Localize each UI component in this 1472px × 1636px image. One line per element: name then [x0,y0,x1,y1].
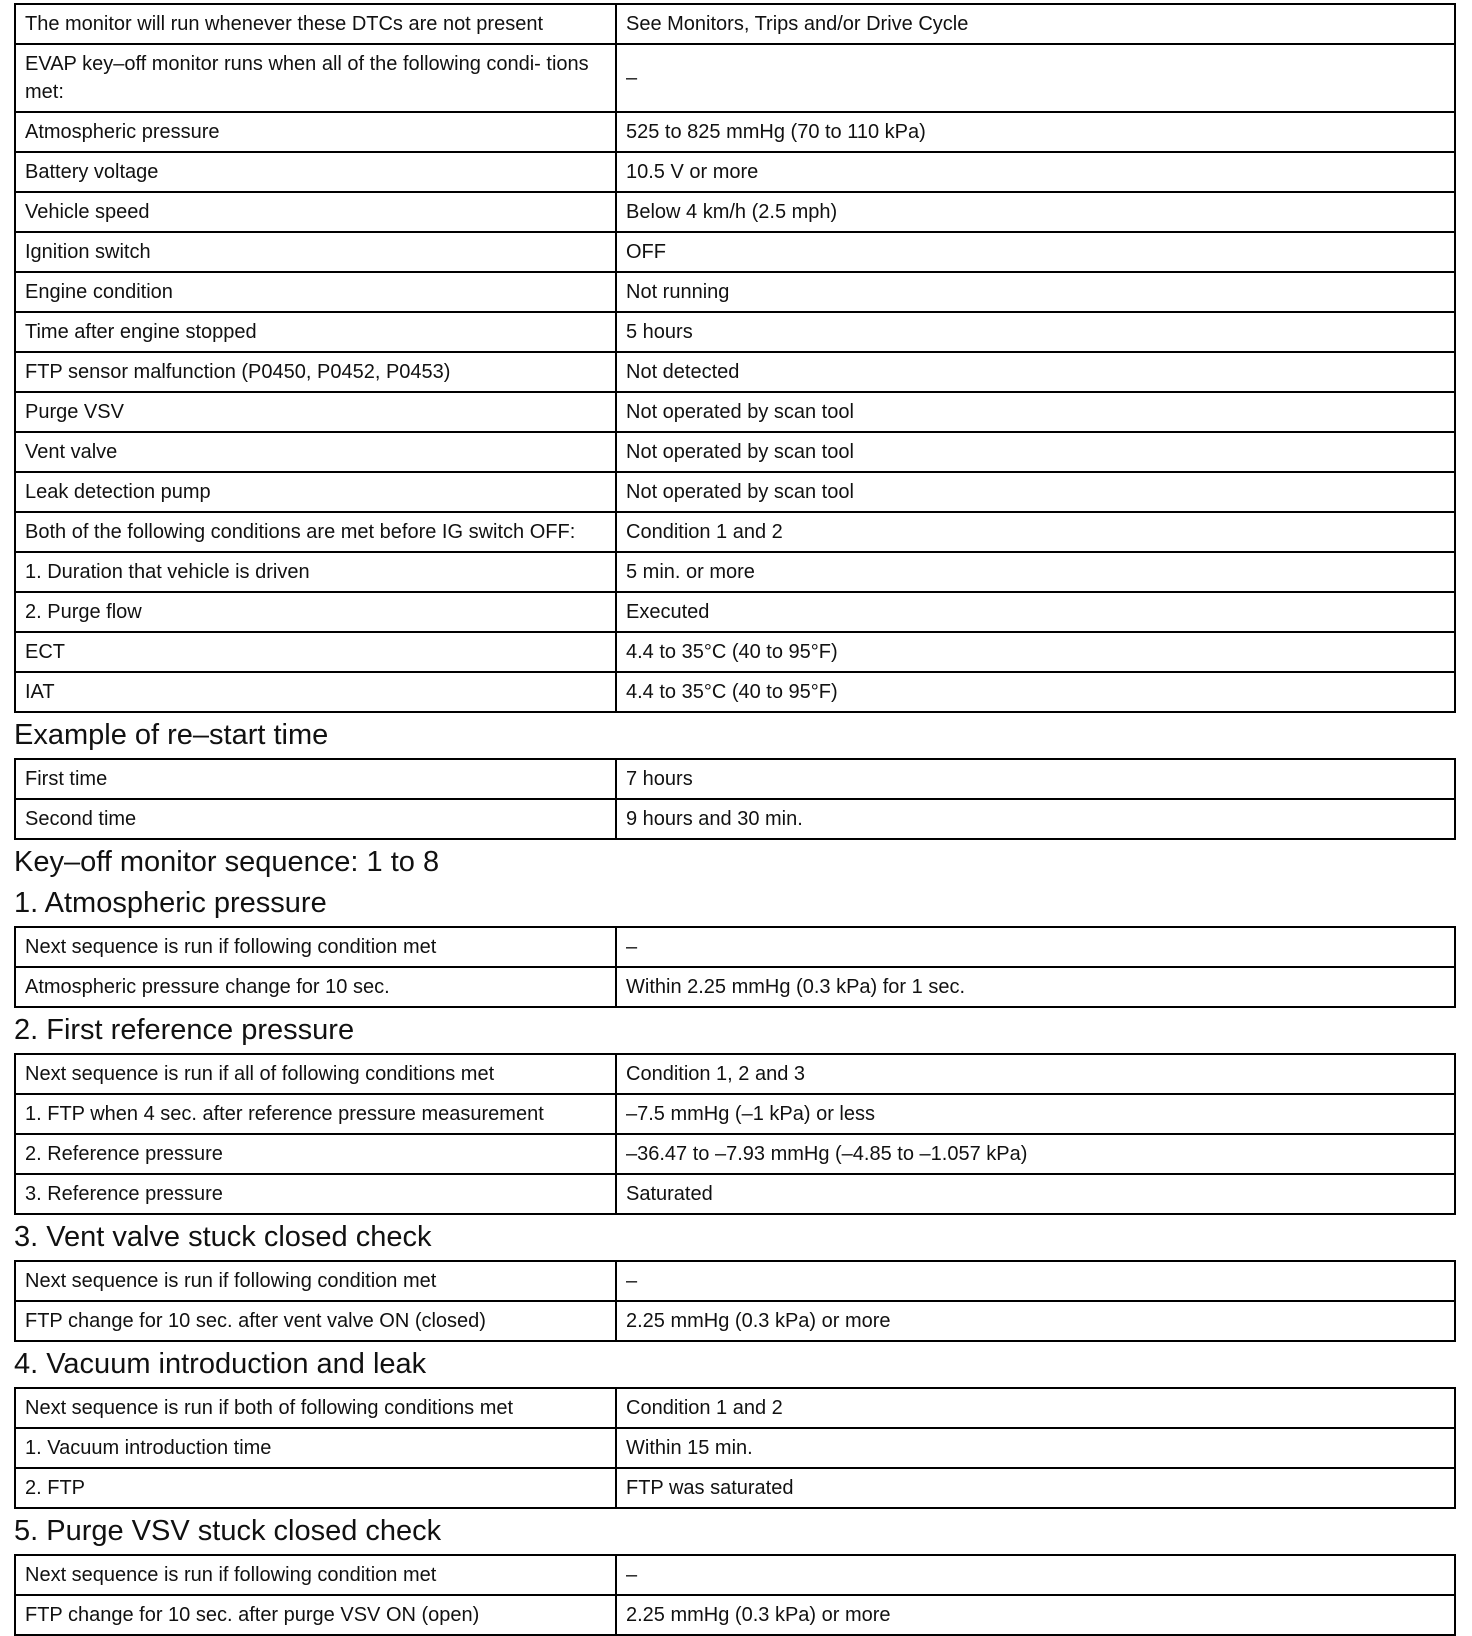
table-row [15,552,1455,592]
table-row [15,312,1455,352]
row-value: FTP was saturated [616,1468,1455,1508]
seq2-heading: 2. First reference pressure [14,1014,355,1046]
row-value: 5 min. or more [616,552,1455,592]
row-label: FTP change for 10 sec. after vent valve ON (closed) [15,1301,616,1341]
row-value: Not operated by scan tool [616,472,1455,512]
row-label: FTP sensor malfunction (P0450, P0452, P0453) [15,352,616,392]
row-label: 3. Reference pressure [15,1174,616,1214]
row-value: 9 hours and 30 min. [616,799,1455,839]
row-label: The monitor will run whenever these DTCs are not present [15,4,616,44]
table-row [15,392,1455,432]
row-value: Condition 1 and 2 [616,1388,1455,1428]
table-row [15,592,1455,632]
row-label: 2. Purge flow [15,592,616,632]
table-row [15,432,1455,472]
table-row [15,1134,1455,1174]
table-row [15,472,1455,512]
seq1-table [14,926,1456,1008]
table-row [15,1261,1455,1301]
table-row [15,44,1455,112]
table-row [15,1595,1455,1635]
table-row [15,232,1455,272]
table-row [15,272,1455,312]
row-value: OFF [616,232,1455,272]
row-value: –7.5 mmHg (–1 kPa) or less [616,1094,1455,1134]
seq2-table [14,1053,1456,1215]
row-value: See Monitors, Trips and/or Drive Cycle [616,4,1455,44]
seq5-table [14,1554,1456,1636]
table-row [15,1301,1455,1341]
table-row [15,927,1455,967]
row-value: Saturated [616,1174,1455,1214]
document-page [14,3,1458,1636]
table-row [15,112,1455,152]
row-value: 2.25 mmHg (0.3 kPa) or more [616,1595,1455,1635]
seq4-table [14,1387,1456,1509]
row-label: Battery voltage [15,152,616,192]
seq3-heading: 3. Vent valve stuck closed check [14,1221,432,1253]
table-row [15,672,1455,712]
row-value: Condition 1, 2 and 3 [616,1054,1455,1094]
row-value: Below 4 km/h (2.5 mph) [616,192,1455,232]
row-label: Ignition switch [15,232,616,272]
row-value: Not detected [616,352,1455,392]
row-label: ECT [15,632,616,672]
table-row [15,1174,1455,1214]
row-label: Next sequence is run if following condition met [15,1555,616,1595]
row-label: Vehicle speed [15,192,616,232]
table-row [15,1555,1455,1595]
row-value: Not operated by scan tool [616,432,1455,472]
row-label: Time after engine stopped [15,312,616,352]
row-label: Both of the following conditions are met before IG switch OFF: [15,512,616,552]
row-label: First time [15,759,616,799]
row-value: Not running [616,272,1455,312]
conditions-table [14,3,1456,713]
table-row [15,352,1455,392]
row-value: – [616,44,1455,112]
row-label: 1. Vacuum introduction time [15,1428,616,1468]
table-row [15,1388,1455,1428]
table-row [15,1428,1455,1468]
restart-table [14,758,1456,840]
table-row [15,1054,1455,1094]
row-label: FTP change for 10 sec. after purge VSV ON (open) [15,1595,616,1635]
row-label: Next sequence is run if following condition met [15,927,616,967]
row-value: Executed [616,592,1455,632]
row-label: 2. FTP [15,1468,616,1508]
row-label: 1. Duration that vehicle is driven [15,552,616,592]
row-value: Condition 1 and 2 [616,512,1455,552]
row-value: 525 to 825 mmHg (70 to 110 kPa) [616,112,1455,152]
sequence-heading: Key–off monitor sequence: 1 to 8 [14,846,440,878]
table-row [15,4,1455,44]
row-label: EVAP key–off monitor runs when all of the following condi- tions met: [15,44,616,112]
row-value: Not operated by scan tool [616,392,1455,432]
seq4-heading: 4. Vacuum introduction and leak [14,1348,427,1380]
row-value: – [616,1261,1455,1301]
seq5-heading: 5. Purge VSV stuck closed check [14,1515,442,1547]
table-row [15,799,1455,839]
table-row [15,1468,1455,1508]
row-value: –36.47 to –7.93 mmHg (–4.85 to –1.057 kPa) [616,1134,1455,1174]
row-label: Next sequence is run if following condition met [15,1261,616,1301]
table-row [15,1094,1455,1134]
row-label: Engine condition [15,272,616,312]
row-label: Leak detection pump [15,472,616,512]
table-row [15,152,1455,192]
row-value: 4.4 to 35°C (40 to 95°F) [616,672,1455,712]
table-row [15,967,1455,1007]
table-row [15,192,1455,232]
row-label: Vent valve [15,432,616,472]
row-value: Within 2.25 mmHg (0.3 kPa) for 1 sec. [616,967,1455,1007]
row-label: 2. Reference pressure [15,1134,616,1174]
table-row [15,759,1455,799]
row-value: 2.25 mmHg (0.3 kPa) or more [616,1301,1455,1341]
row-label: IAT [15,672,616,712]
row-label: Next sequence is run if both of following conditions met [15,1388,616,1428]
row-label: Atmospheric pressure [15,112,616,152]
row-label: Second time [15,799,616,839]
row-value: 7 hours [616,759,1455,799]
row-value: – [616,1555,1455,1595]
seq1-heading: 1. Atmospheric pressure [14,887,327,919]
row-value: 10.5 V or more [616,152,1455,192]
table-row [15,512,1455,552]
restart-heading: Example of re–start time [14,719,329,751]
seq3-table [14,1260,1456,1342]
row-value: – [616,927,1455,967]
row-label: Next sequence is run if all of following conditions met [15,1054,616,1094]
row-value: 5 hours [616,312,1455,352]
row-label: 1. FTP when 4 sec. after reference pressure measurement [15,1094,616,1134]
table-row [15,632,1455,672]
row-label: Atmospheric pressure change for 10 sec. [15,967,616,1007]
row-label: Purge VSV [15,392,616,432]
row-value: Within 15 min. [616,1428,1455,1468]
row-value: 4.4 to 35°C (40 to 95°F) [616,632,1455,672]
